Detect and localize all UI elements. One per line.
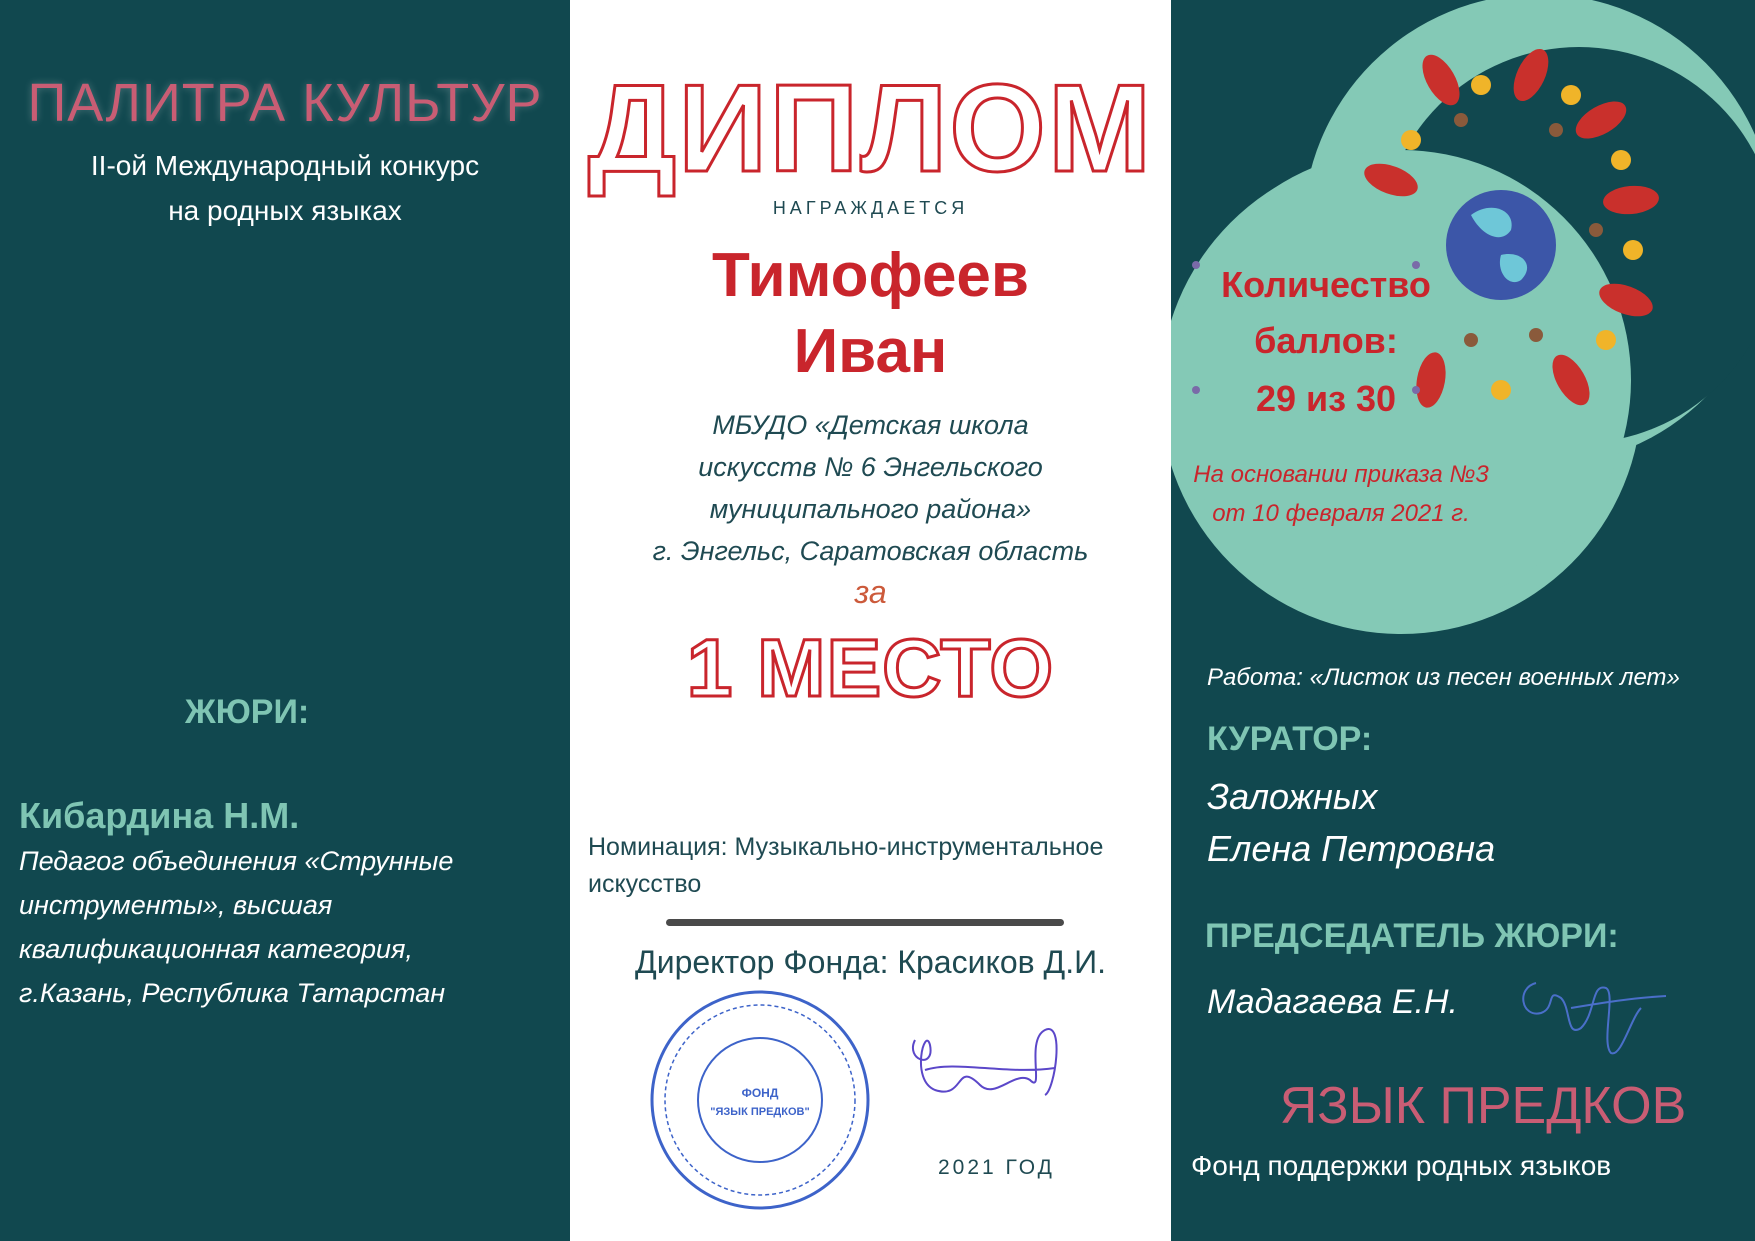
nomination-line2: искусство	[588, 870, 702, 898]
order-line1: На основании приказа №3	[1193, 461, 1489, 488]
right-panel	[1171, 0, 1755, 1241]
jury-heading: ЖЮРИ:	[185, 693, 310, 731]
work-title: Работа: «Листок из песен военных лет»	[1207, 664, 1680, 691]
school-line: г. Энгельс, Саратовская область	[652, 536, 1089, 566]
chair-heading: ПРЕДСЕДАТЕЛЬ ЖЮРИ:	[1205, 917, 1619, 955]
score-label: баллов:	[1254, 320, 1398, 361]
foundation-stamp	[645, 985, 875, 1215]
jury-desc-line: Педагог объединения «Струнные	[19, 846, 454, 876]
jury-desc-line: квалификационная категория,	[19, 934, 413, 964]
curator-name: Елена Петровна	[1207, 828, 1496, 869]
place-label: 1 МЕСТО	[686, 623, 1055, 714]
curator-surname: Заложных	[1207, 776, 1378, 817]
jury-desc-line: г.Казань, Республика Татарстан	[19, 978, 446, 1008]
director-signature	[895, 1000, 1070, 1130]
contest-title: ПАЛИТРА КУЛЬТУР	[27, 73, 543, 133]
divider	[666, 919, 1064, 926]
awarded-label: НАГРАЖДАЕТСЯ	[772, 198, 969, 218]
foundation-name: ЯЗЫК ПРЕДКОВ	[1279, 1077, 1687, 1135]
nomination-line1: Номинация: Музыкально-инструментальное	[588, 833, 1104, 861]
school-line: искусств № 6 Энгельского	[698, 452, 1043, 482]
score-label: Количество	[1221, 264, 1431, 305]
chair-name: Мадагаева Е.Н.	[1207, 983, 1458, 1021]
recipient-name: Иван	[793, 317, 948, 386]
score-value: 29 из 30	[1255, 378, 1397, 419]
for-label: за	[854, 574, 887, 610]
stamp-text: "ЯЗЫК ПРЕДКОВ"	[710, 1106, 810, 1118]
diploma-title: ДИПЛОМ	[587, 60, 1154, 198]
left-panel	[0, 0, 570, 1241]
stamp-text: ФОНД	[741, 1086, 779, 1100]
center-panel	[570, 0, 1171, 1241]
recipient-surname: Тимофеев	[711, 241, 1030, 310]
order-line2: от 10 февраля 2021 г.	[1212, 500, 1470, 527]
director-label: Директор Фонда: Красиков Д.И.	[635, 944, 1106, 980]
chair-signature	[1511, 958, 1671, 1068]
jury-desc-line: инструменты», высшая	[19, 890, 333, 920]
school-line: муниципального района»	[709, 494, 1032, 524]
year-label: 2021 ГОД	[938, 1156, 1055, 1179]
contest-subtitle-line1: II-ой Международный конкурс	[90, 150, 480, 181]
school-line: МБУДО «Детская школа	[712, 410, 1029, 440]
foundation-tagline: Фонд поддержки родных языков	[1191, 1150, 1612, 1181]
contest-subtitle-line2: на родных языках	[168, 195, 402, 226]
jury-member-name: Кибардина Н.М.	[19, 795, 300, 836]
curator-heading: КУРАТОР:	[1207, 720, 1373, 758]
